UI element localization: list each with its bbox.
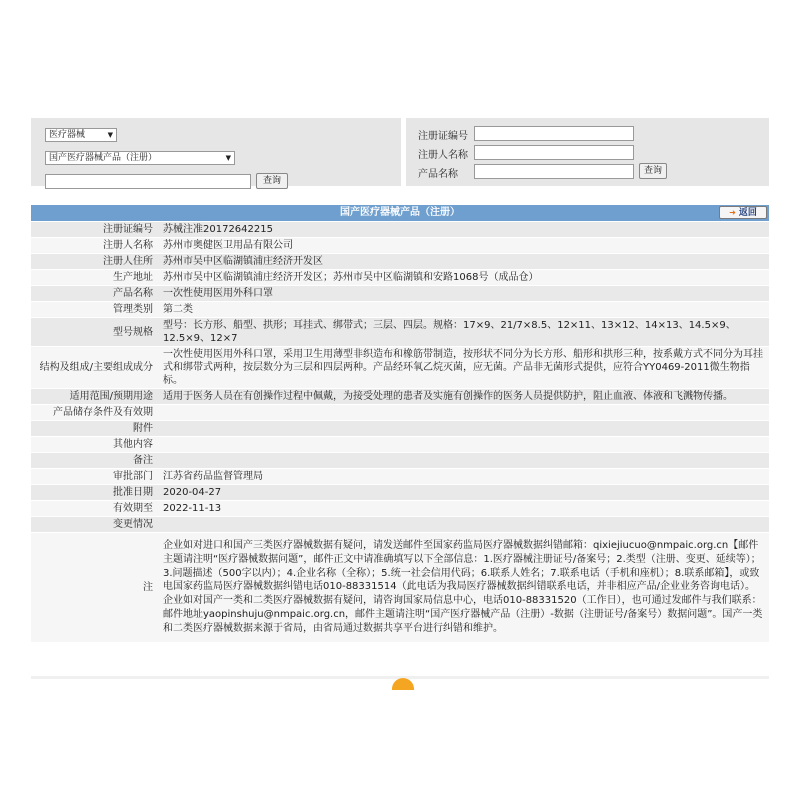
row-value: 苏械注准20172642215 — [163, 224, 273, 235]
row-value: 苏州市吴中区临湖镇浦庄经济开发区；苏州市吴中区临湖镇和安路1068号（成品仓） — [163, 272, 539, 283]
row-value: 一次性使用医用外科口罩 — [163, 288, 273, 299]
registrant-label: 注册人名称 — [418, 150, 468, 161]
row-value: 2020-04-27 — [163, 487, 222, 498]
detail-table — [31, 222, 769, 643]
table-row — [31, 238, 769, 254]
row-label: 适用范围/预期用途 — [69, 391, 153, 402]
table-row — [31, 389, 769, 405]
row-value — [157, 517, 769, 532]
row-label: 注册人名称 — [103, 240, 153, 251]
table-row — [31, 286, 769, 302]
category-search-panel — [31, 118, 401, 186]
note-text: 企业如对进口和国产三类医疗器械数据有疑问，请发送邮件至国家药监局医疗器械数据纠错邮箱：qixiejiucuo@nmpaic.org.cn【邮件主题请注明“医疗器械数据问题”，邮件正文中请准确填写以下全部信息：1.医疗器械注册证号/备案号；2.类型（注册、变更、延续等）；3.问题描述（500字以内）；4.企业名称（全称）；5.统一社会信用代码；6.联系人姓名；7.联系电话（手机和座机）；8.联系邮箱】，或致电国家药监局医疗器械数据纠错电话010-88331514（此电话为我局医疗器械数据纠错联系电话，并非相应产品/企业业务咨询电话）。企业如对国产一类和二类医疗器械数据有疑问，请咨询国家局信息中心，电话010-88331520（工作日），也可通过发邮件与我们联系：邮件地址yaopinshuju@nmpaic.org.cn，邮件主题请注明“国产医疗器械产品（注册）-数据（注册证号/备案号）数据问题”。国产一类和二类医疗器械数据来源于省局，由省局通过数据共享平台进行纠错和维护。 — [163, 540, 763, 634]
note-label: 注 — [143, 581, 153, 593]
keyword-input[interactable] — [45, 174, 251, 189]
query-button-left[interactable]: 查询 — [256, 173, 288, 189]
subcategory-select-value: 国产医疗器械产品（注册） — [49, 153, 158, 163]
row-value: 型号：长方形、船型、拱形；耳挂式、绑带式；三层、四层。规格：17×9、21/7×8.5、12×11、13×12、14×13、14.5×9、12.5×9、12×7 — [163, 320, 736, 344]
table-row — [31, 347, 769, 389]
reg-no-label: 注册证编号 — [418, 131, 468, 142]
subcategory-select[interactable] — [45, 151, 235, 165]
row-value: 第二类 — [163, 304, 193, 315]
category-select-value: 医疗器械 — [49, 130, 86, 140]
product-name-label: 产品名称 — [418, 169, 458, 180]
row-value: 适用于医务人员在有创操作过程中佩戴，为接受处理的患者及实施有创操作的医务人员提供防护，阻止血液、体液和飞溅物传播。 — [163, 391, 733, 402]
chevron-down-icon: ▼ — [225, 154, 231, 162]
row-value: 2022-11-13 — [163, 503, 222, 514]
row-label: 注册证编号 — [103, 224, 153, 235]
row-label: 产品名称 — [113, 288, 153, 299]
table-row — [31, 302, 769, 318]
row-label: 有效期至 — [113, 503, 153, 514]
table-row — [31, 222, 769, 238]
row-label: 结构及组成/主要组成成分 — [39, 362, 153, 373]
row-label: 注册人住所 — [103, 256, 153, 267]
detail-title: 国产医疗器械产品（注册） — [340, 207, 460, 218]
row-label: 审批部门 — [113, 471, 153, 482]
row-value: 苏州市吴中区临湖镇浦庄经济开发区 — [163, 256, 323, 267]
row-value — [157, 405, 769, 420]
table-row — [31, 254, 769, 270]
detail-title-bar — [31, 205, 769, 221]
field-search-panel — [406, 118, 769, 186]
row-label: 生产地址 — [113, 272, 153, 283]
chevron-down-icon: ▼ — [107, 131, 113, 139]
category-select[interactable] — [45, 128, 117, 142]
table-row — [31, 405, 769, 421]
row-label: 管理类别 — [113, 304, 153, 315]
row-label: 其他内容 — [113, 439, 153, 450]
table-row — [31, 421, 769, 437]
reg-no-input[interactable] — [474, 126, 634, 141]
row-label: 变更情况 — [113, 519, 153, 530]
row-label: 附件 — [133, 423, 153, 434]
scroll-top-icon[interactable] — [392, 678, 414, 690]
row-label: 批准日期 — [113, 487, 153, 498]
table-row — [31, 517, 769, 533]
row-label: 备注 — [133, 455, 153, 466]
table-row — [31, 270, 769, 286]
back-button[interactable] — [719, 206, 767, 219]
query-button-right[interactable]: 查询 — [639, 163, 667, 179]
row-label: 产品储存条件及有效期 — [53, 407, 153, 418]
arrow-right-icon: ➜ — [729, 208, 736, 217]
product-name-input[interactable] — [474, 164, 634, 179]
table-row — [31, 485, 769, 501]
table-row — [31, 437, 769, 453]
note-row — [31, 533, 769, 643]
table-row — [31, 469, 769, 485]
row-value — [157, 453, 769, 468]
table-row — [31, 501, 769, 517]
registrant-input[interactable] — [474, 145, 634, 160]
row-label: 型号规格 — [113, 326, 153, 338]
back-button-label: 返回 — [738, 208, 757, 218]
row-value — [157, 437, 769, 452]
table-row — [31, 453, 769, 469]
row-value: 江苏省药品监督管理局 — [163, 471, 263, 482]
table-row — [31, 318, 769, 347]
row-value: 苏州市奥健医卫用品有限公司 — [163, 240, 293, 251]
row-value: 一次性使用医用外科口罩，采用卫生用薄型非织造布和橡筋带制造，按形状不同分为长方形、船形和拱形三种，按系戴方式不同分为耳挂式和绑带式两种，按层数分为三层和四层两种。产品经环氧乙烷灭菌，应无菌。产品非无菌形式提供，应符合YY0469-2011微生物指标。 — [163, 349, 763, 386]
row-value — [157, 421, 769, 436]
